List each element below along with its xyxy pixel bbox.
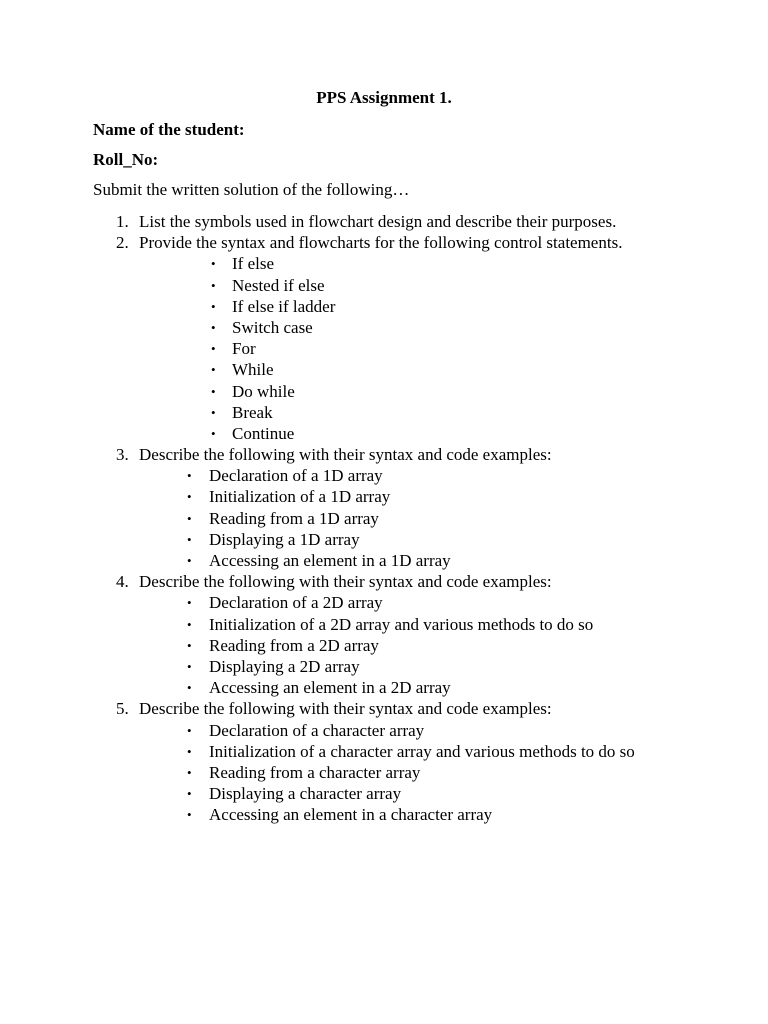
bullet-text: While bbox=[232, 360, 274, 380]
bullet-item bbox=[0, 465, 768, 486]
bullet-icon: • bbox=[187, 807, 192, 823]
bullet-item bbox=[0, 275, 768, 296]
bullet-item bbox=[0, 635, 768, 656]
bullet-icon: • bbox=[211, 298, 216, 314]
bullet-item bbox=[0, 677, 768, 698]
bullet-item bbox=[0, 381, 768, 402]
bullet-item bbox=[0, 338, 768, 359]
bullet-item bbox=[0, 720, 768, 741]
question-number: 4. bbox=[116, 572, 129, 592]
bullet-text: Reading from a 1D array bbox=[209, 508, 379, 528]
bullet-text: Declaration of a character array bbox=[209, 720, 425, 740]
bullet-item bbox=[0, 592, 768, 613]
bullet-icon: • bbox=[187, 595, 192, 611]
bullet-text: Declaration of a 1D array bbox=[209, 466, 383, 486]
bullet-text: Accessing an element in a character array bbox=[209, 805, 493, 825]
intro-text: Submit the written solution of the following… bbox=[93, 180, 410, 199]
bullet-icon: • bbox=[211, 404, 216, 420]
question-item bbox=[0, 211, 768, 232]
bullet-text: Accessing an element in a 2D array bbox=[209, 678, 451, 698]
bullet-text: Continue bbox=[232, 423, 295, 443]
bullet-text: Displaying a 1D array bbox=[209, 529, 360, 549]
bullet-text: If else if ladder bbox=[232, 296, 336, 316]
bullet-text: Reading from a character array bbox=[209, 762, 421, 782]
question-item bbox=[0, 444, 768, 465]
question-text: Provide the syntax and flowcharts for the following control statements. bbox=[139, 233, 623, 253]
bullet-item bbox=[0, 423, 768, 444]
bullet-item bbox=[0, 762, 768, 783]
question-number: 2. bbox=[116, 233, 129, 253]
bullet-text: Displaying a 2D array bbox=[209, 656, 360, 676]
bullet-icon: • bbox=[187, 764, 192, 780]
bullet-icon: • bbox=[211, 425, 216, 441]
student-name-label: Name of the student: bbox=[93, 120, 245, 139]
bullet-item bbox=[0, 550, 768, 571]
question-list bbox=[0, 211, 768, 825]
page-title: PPS Assignment 1. bbox=[316, 88, 452, 107]
bullet-item bbox=[0, 614, 768, 635]
bullet-icon: • bbox=[211, 277, 216, 293]
bullet-item bbox=[0, 317, 768, 338]
bullet-text: If else bbox=[232, 254, 275, 274]
question-item bbox=[0, 232, 768, 253]
bullet-item bbox=[0, 741, 768, 762]
question-number: 3. bbox=[116, 445, 129, 465]
bullet-icon: • bbox=[187, 743, 192, 759]
bullet-icon: • bbox=[187, 468, 192, 484]
bullet-text: Initialization of a character array and various methods to do so bbox=[209, 741, 635, 761]
question-number: 1. bbox=[116, 212, 129, 231]
bullet-icon: • bbox=[211, 341, 216, 357]
bullet-icon: • bbox=[187, 658, 192, 674]
bullet-text: Declaration of a 2D array bbox=[209, 593, 383, 613]
bullet-icon: • bbox=[187, 680, 192, 696]
bullet-item bbox=[0, 783, 768, 804]
bullet-text: Nested if else bbox=[232, 275, 325, 295]
bullet-text: Do while bbox=[232, 381, 295, 401]
question-text: Describe the following with their syntax and code examples: bbox=[139, 445, 552, 465]
bullet-icon: • bbox=[187, 722, 192, 738]
bullet-text: Reading from a 2D array bbox=[209, 635, 379, 655]
roll-number-label: Roll_No: bbox=[93, 150, 159, 169]
question-item bbox=[0, 571, 768, 592]
bullet-text: Initialization of a 1D array bbox=[209, 487, 391, 507]
bullet-text: Accessing an element in a 1D array bbox=[209, 551, 451, 570]
bullet-text: Initialization of a 2D array and various methods to do so bbox=[209, 614, 594, 634]
bullet-icon: • bbox=[211, 319, 216, 335]
bullet-icon: • bbox=[187, 531, 192, 547]
bullet-text: Displaying a character array bbox=[209, 784, 402, 804]
bullet-item bbox=[0, 804, 768, 825]
bullet-icon: • bbox=[211, 383, 216, 399]
bullet-icon: • bbox=[187, 510, 192, 526]
bullet-icon: • bbox=[187, 616, 192, 632]
bullet-item bbox=[0, 508, 768, 529]
bullet-text: Switch case bbox=[232, 317, 313, 337]
bullet-text: For bbox=[232, 339, 256, 359]
bullet-item bbox=[0, 253, 768, 274]
question-number: 5. bbox=[116, 699, 129, 719]
bullet-icon: • bbox=[187, 786, 192, 802]
bullet-icon: • bbox=[187, 637, 192, 653]
bullet-icon: • bbox=[211, 256, 216, 272]
question-text: Describe the following with their syntax and code examples: bbox=[139, 699, 552, 719]
bullet-item bbox=[0, 486, 768, 507]
bullet-item bbox=[0, 402, 768, 423]
bullet-icon: • bbox=[211, 362, 216, 378]
bullet-text: Break bbox=[232, 402, 273, 422]
bullet-item bbox=[0, 656, 768, 677]
bullet-icon: • bbox=[187, 489, 192, 505]
bullet-item bbox=[0, 296, 768, 317]
question-item bbox=[0, 698, 768, 719]
question-text: Describe the following with their syntax and code examples: bbox=[139, 572, 552, 592]
bullet-item bbox=[0, 529, 768, 550]
bullet-icon: • bbox=[187, 553, 192, 568]
question-text: List the symbols used in flowchart design and describe their purposes. bbox=[139, 212, 617, 231]
bullet-item bbox=[0, 359, 768, 380]
